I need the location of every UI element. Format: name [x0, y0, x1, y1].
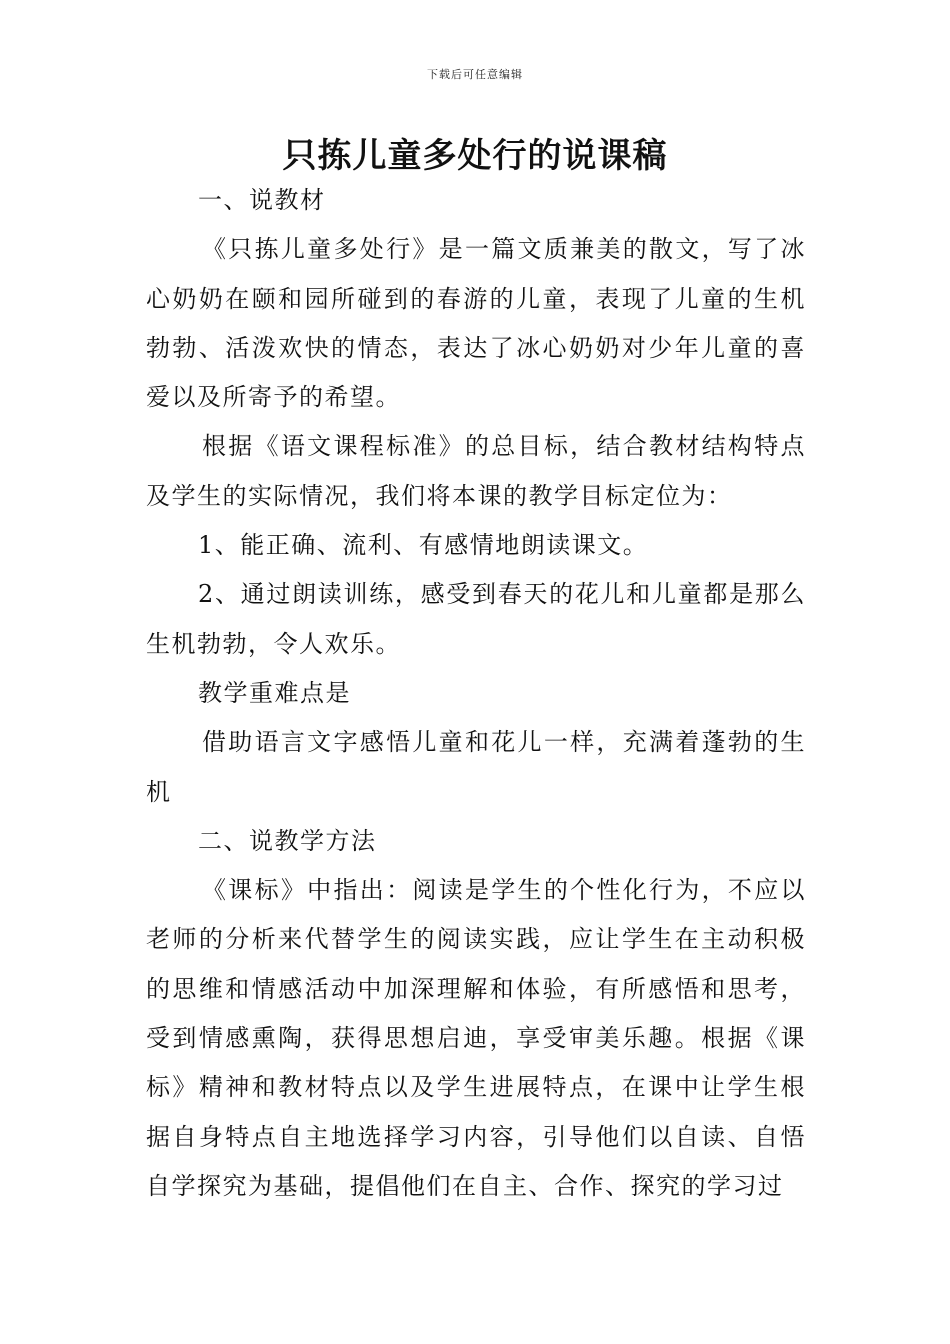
list-item-goal-2: 2、通过朗读训练，感受到春天的花儿和儿童都是那么生机勃勃，令人欢乐。	[146, 580, 806, 658]
document-body	[146, 176, 806, 1211]
section-heading-textbook: 一、说教材	[198, 186, 326, 214]
document-title: 只拣儿童多处行的说课稿	[282, 136, 668, 176]
paragraph-methods: 《课标》中指出：阅读是学生的个性化行为，不应以老师的分析来代替学生的阅读实践，应让学生在主动积极的思维和情感活动中加深理解和体验，有所感悟和思考，受到情感熏陶，获得思想启迪，享受审美乐趣。根据《课标》精神和教材特点以及学生进展特点，在课中让学生根据自身特点自主地选择学习内容，引导他们以自读、自悟自学探究为基础，提倡他们在自主、合作、探究的学习过	[146, 876, 806, 1200]
paragraph-teaching-goals-intro: 根据《语文课程标准》的总目标，结合教材结构特点及学生的实际情况，我们将本课的教学目标定位为：	[146, 432, 806, 510]
header-note: 下载后可任意编辑	[427, 68, 523, 81]
paragraph-key-points: 借助语言文字感悟儿童和花儿一样，充满着蓬勃的生机	[146, 728, 806, 806]
section-heading-methods: 二、说教学方法	[198, 826, 377, 855]
list-item-goal-1: 1、能正确、流利、有感情地朗读课文。	[198, 531, 649, 560]
paragraph-key-points-label: 教学重难点是	[198, 678, 351, 707]
paragraph-text-intro: 《只拣儿童多处行》是一篇文质兼美的散文，写了冰心奶奶在颐和园所碰到的春游的儿童，表现了儿童的生机勃勃、活泼欢快的情态，表达了冰心奶奶对少年儿童的喜爱以及所寄予的希望。	[146, 235, 806, 412]
